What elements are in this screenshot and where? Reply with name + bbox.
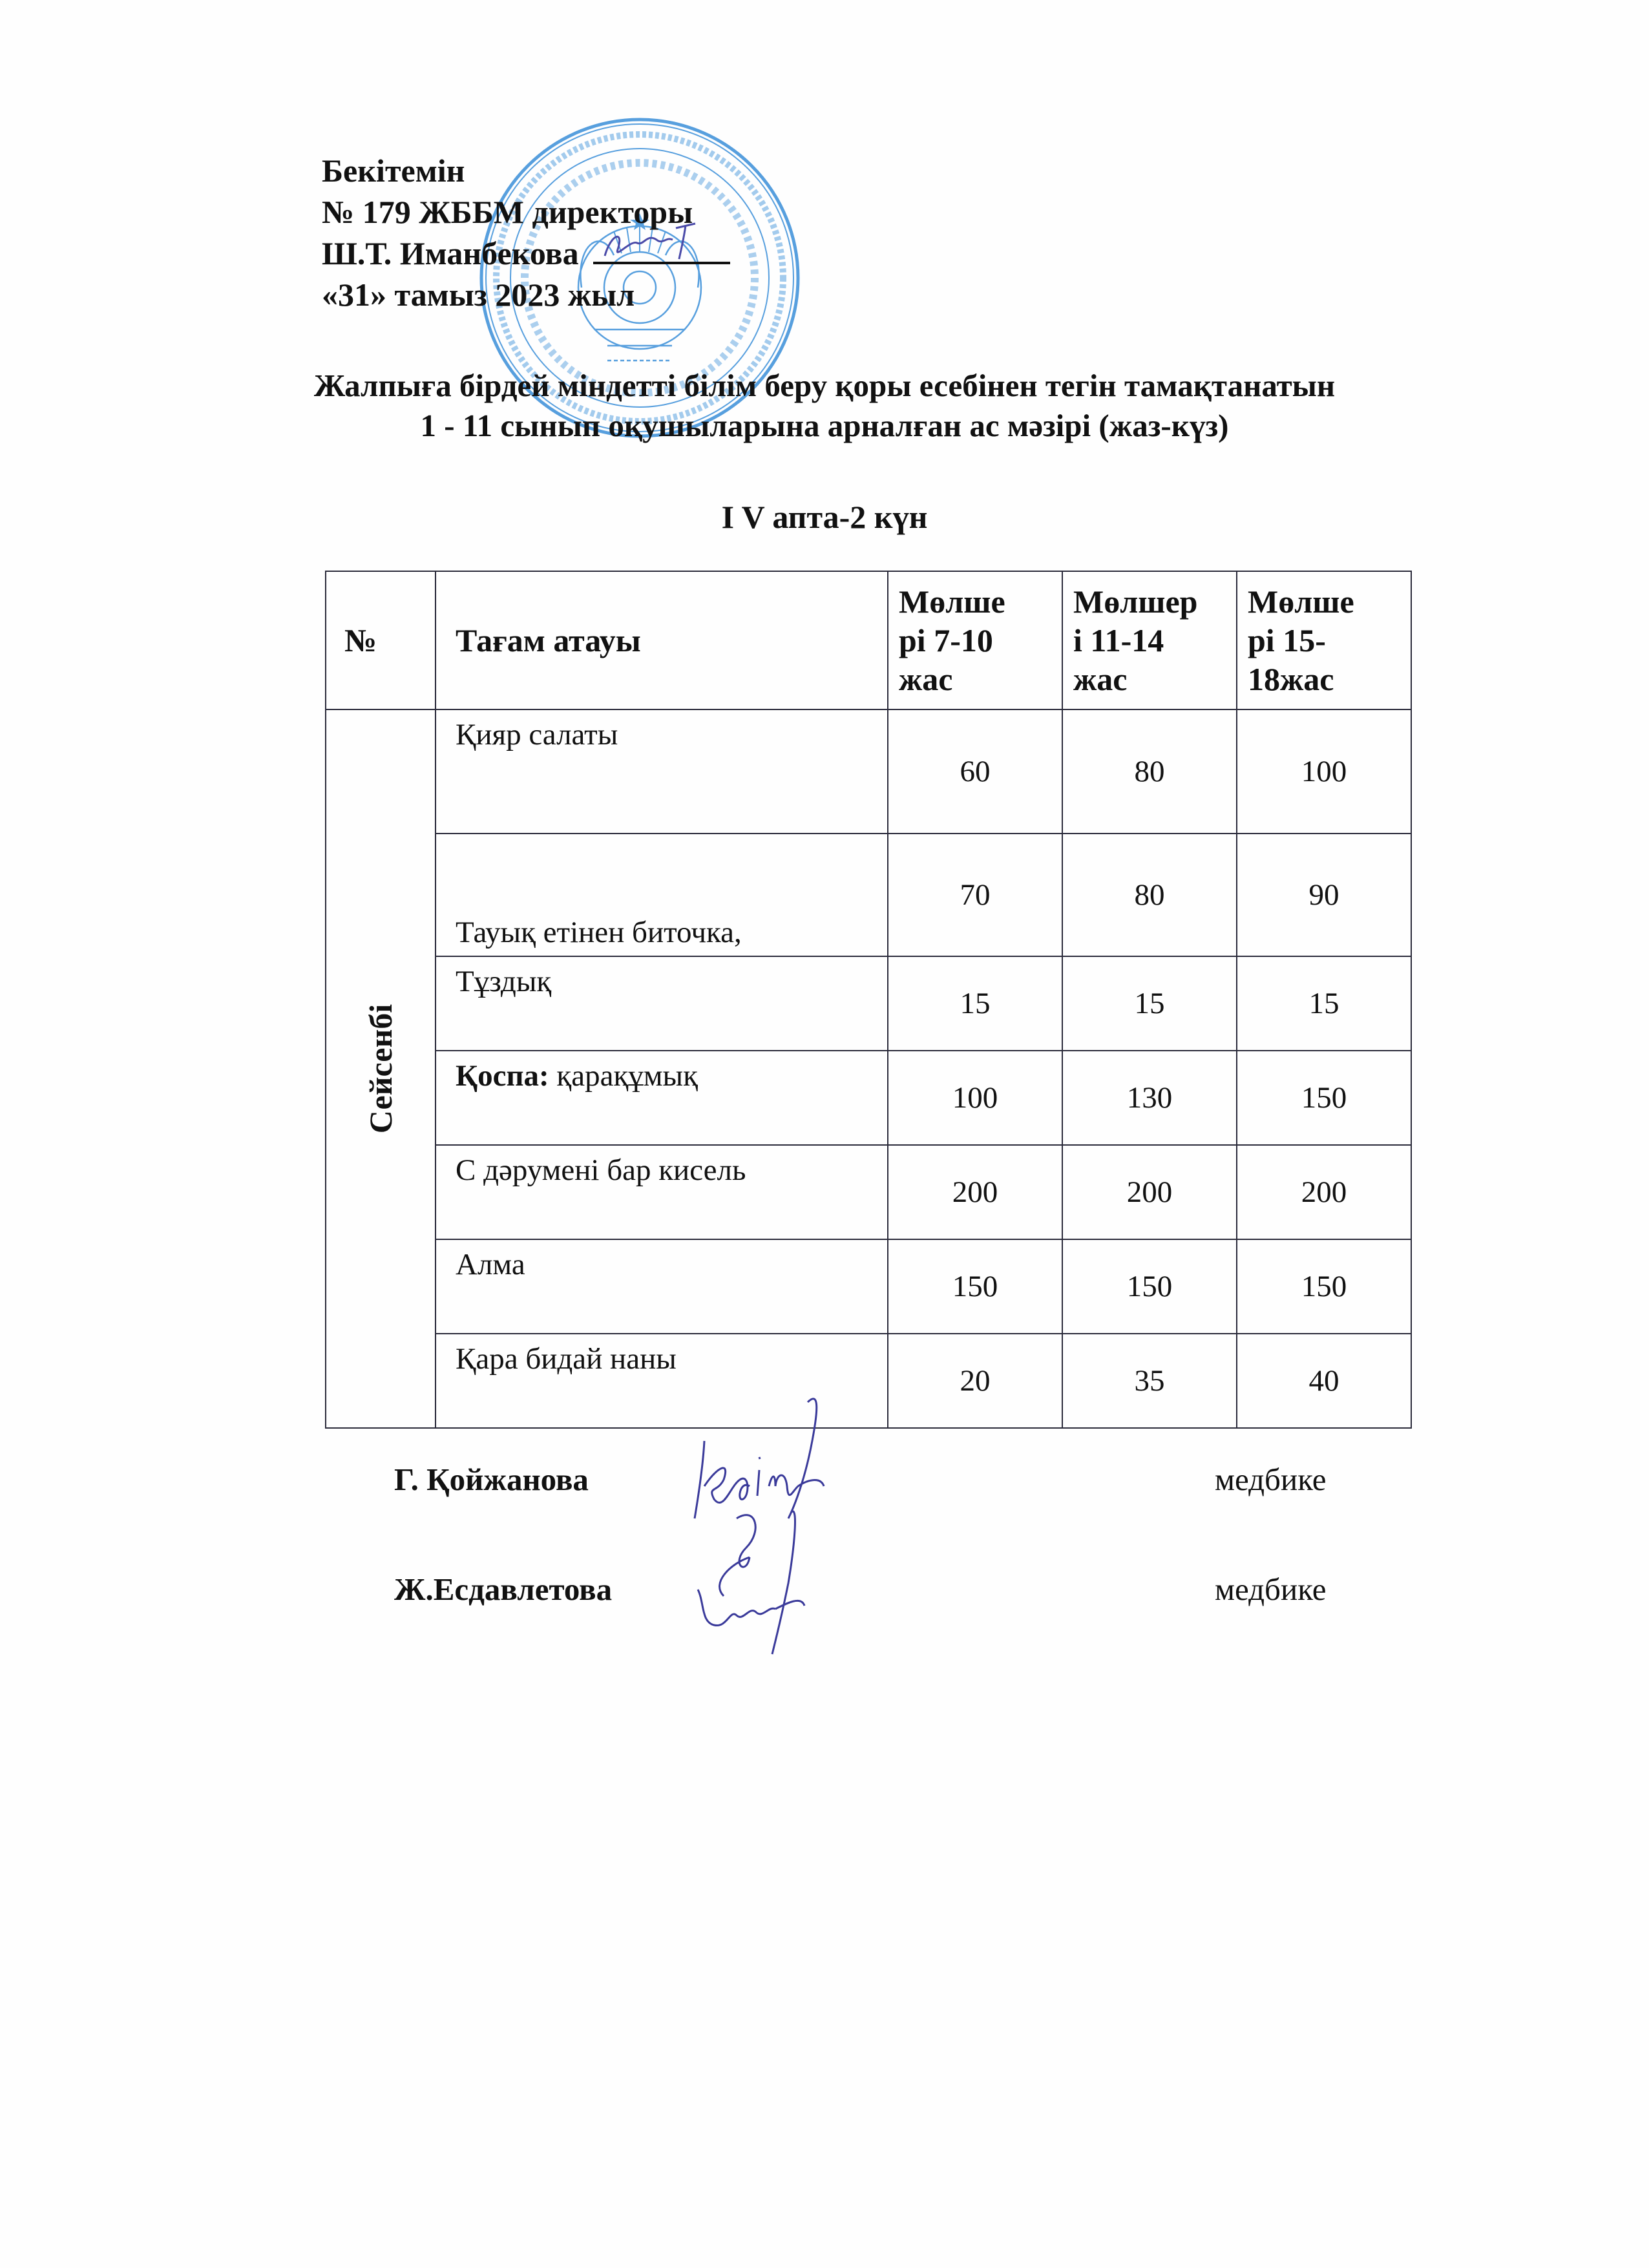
portion-11-14: 15 [1062,956,1237,1051]
signature-row [394,1460,1363,1570]
portion-11-14: 200 [1062,1145,1237,1239]
dish-name: Қияр салаты [436,709,888,834]
title-line-1: Жалпыға бірдей міндетті білім беру қоры есебінен тегін тамақтанатын [313,368,1336,403]
table-row [326,956,1411,1051]
dish-name: С дәрумені бар кисель [436,1145,888,1239]
portion-15-18: 150 [1237,1239,1411,1334]
header-portion-7-10: Мөлше рі 7-10 жас [888,571,1062,709]
dish-name: Тауық етінен биточка, [436,834,888,956]
dish-name: Алма [436,1239,888,1334]
portion-11-14: 130 [1062,1051,1237,1145]
director-name: Ш.Т. Иманбекова [322,235,579,271]
header-portion-11-14: Мөлшер і 11-14 жас [1062,571,1237,709]
portion-15-18: 150 [1237,1051,1411,1145]
signer-name: Ж.Есдавлетова [394,1571,613,1607]
header-number: № [326,571,436,709]
menu-table [325,571,1412,1429]
table-row [326,709,1411,834]
signer-name: Г. Қойжанова [394,1462,589,1497]
signatures-block [394,1460,1363,1680]
signer-role: медбике [1215,1571,1327,1607]
portion-7-10: 200 [888,1145,1062,1239]
table-header-row [326,571,1411,709]
portion-11-14: 80 [1062,709,1237,834]
document-title [0,366,1649,446]
day-label: Сейсенбі [362,1003,399,1134]
dish-name: Қара бидай наны [436,1334,888,1428]
portion-7-10: 20 [888,1334,1062,1428]
approval-director [322,233,730,274]
approval-school: № 179 ЖББМ директоры [322,194,693,230]
week-day-label: I V апта-2 күн [721,499,928,535]
portion-15-18: 100 [1237,709,1411,834]
day-cell [326,709,436,1428]
portion-7-10: 70 [888,834,1062,956]
title-line-2: 1 - 11 сынып оқушыларына арналған ас мәзірі (жаз-күз) [420,408,1229,443]
portion-11-14: 35 [1062,1334,1237,1428]
director-signature [598,220,715,266]
approval-date: «31» тамыз 2023 жыл [322,277,635,313]
portion-15-18: 90 [1237,834,1411,956]
portion-7-10: 150 [888,1239,1062,1334]
header-portion-15-18: Мөлше рі 15- 18жас [1237,571,1411,709]
portion-15-18: 200 [1237,1145,1411,1239]
table-row [326,1051,1411,1145]
portion-11-14: 150 [1062,1239,1237,1334]
table-row [326,834,1411,956]
table-row [326,1239,1411,1334]
portion-7-10: 100 [888,1051,1062,1145]
portion-7-10: 60 [888,709,1062,834]
portion-15-18: 15 [1237,956,1411,1051]
portion-11-14: 80 [1062,834,1237,956]
dish-name: Тұздық [436,956,888,1051]
approval-heading: Бекітемін [322,152,465,189]
handwritten-signature [685,1493,879,1661]
signer-role: медбике [1215,1462,1327,1497]
dish-name: Қоспа: қарақұмық [436,1051,888,1145]
approval-block [322,150,730,315]
header-dish-name: Тағам атауы [436,571,888,709]
portion-15-18: 40 [1237,1334,1411,1428]
table-row [326,1145,1411,1239]
signature-row [394,1570,1363,1680]
director-signature-line [593,233,730,264]
portion-7-10: 15 [888,956,1062,1051]
